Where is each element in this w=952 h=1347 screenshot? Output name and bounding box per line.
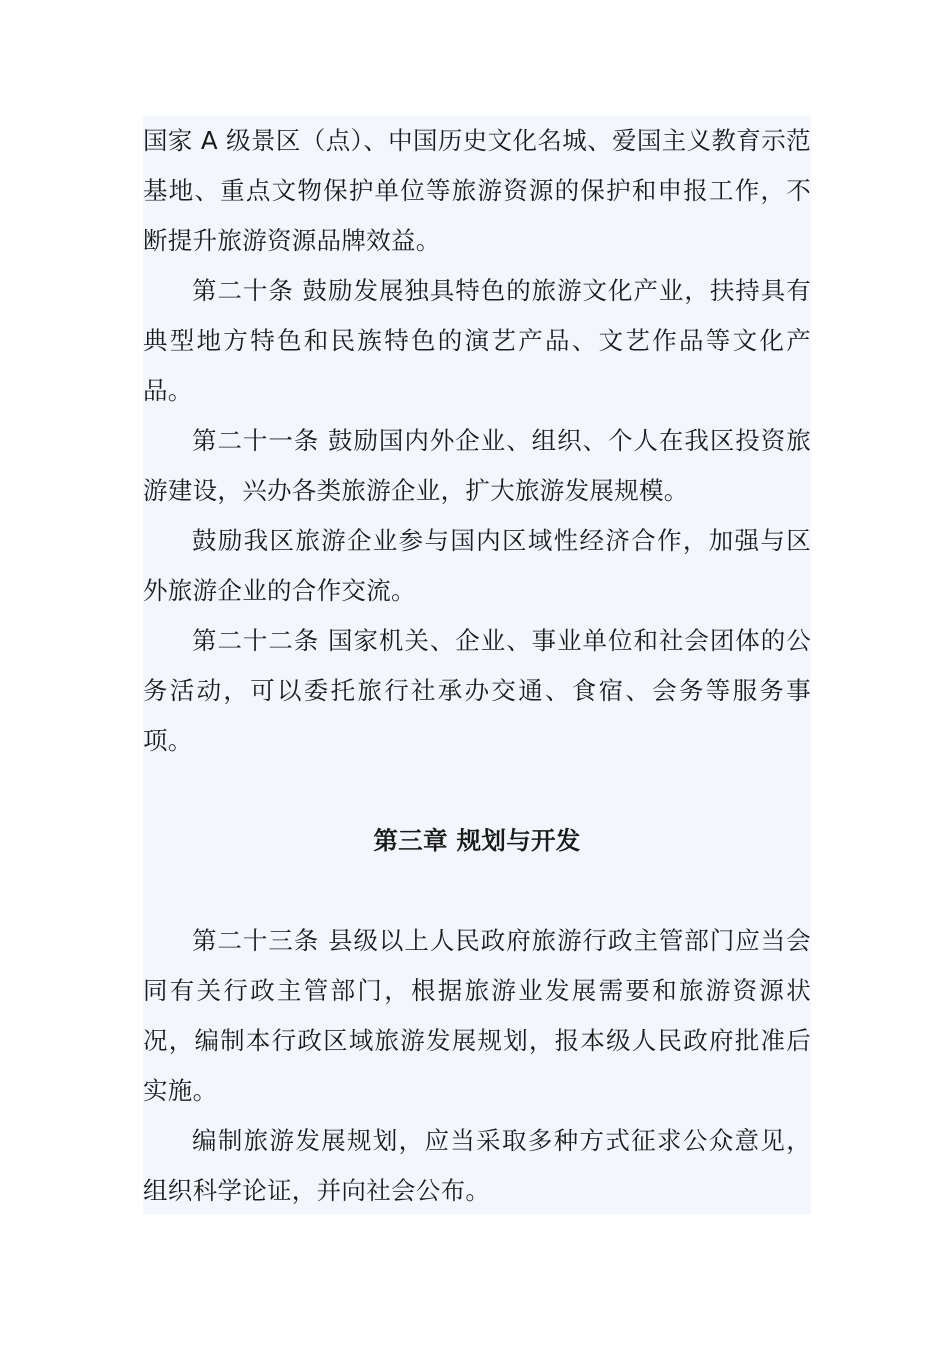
article-21: 第二十一条 鼓励国内外企业、组织、个人在我区投资旅游建设，兴办各类旅游企业，扩大旅游发展规模。 — [143, 426, 811, 505]
article-23-paragraph-2: 编制旅游发展规划，应当采取多种方式征求公众意见，组织科学论证，并向社会公布。 — [143, 1126, 811, 1205]
article-22: 第二十二条 国家机关、企业、事业单位和社会团体的公务活动，可以委托旅行社承办交通、食宿、会务等服务事项。 — [143, 626, 811, 755]
chapter-heading: 第三章 规划与开发 — [373, 826, 581, 855]
article-20: 第二十条 鼓励发展独具特色的旅游文化产业，扶持具有典型地方特色和民族特色的演艺产品、文艺作品等文化产品。 — [143, 276, 811, 405]
document-body — [143, 116, 811, 1214]
article-23: 第二十三条 县级以上人民政府旅游行政主管部门应当会同有关行政主管部门，根据旅游业发展需要和旅游资源状况，编制本行政区域旅游发展规划，报本级人民政府批准后实施。 — [143, 926, 811, 1105]
paragraph-resources-protection: 国家 A 级景区（点）、中国历史文化名城、爱国主义教育示范基地、重点文物保护单位等旅游资源的保护和申报工作，不断提升旅游资源品牌效益。 — [143, 126, 811, 255]
article-21-paragraph-2: 鼓励我区旅游企业参与国内区域性经济合作，加强与区外旅游企业的合作交流。 — [143, 526, 811, 605]
